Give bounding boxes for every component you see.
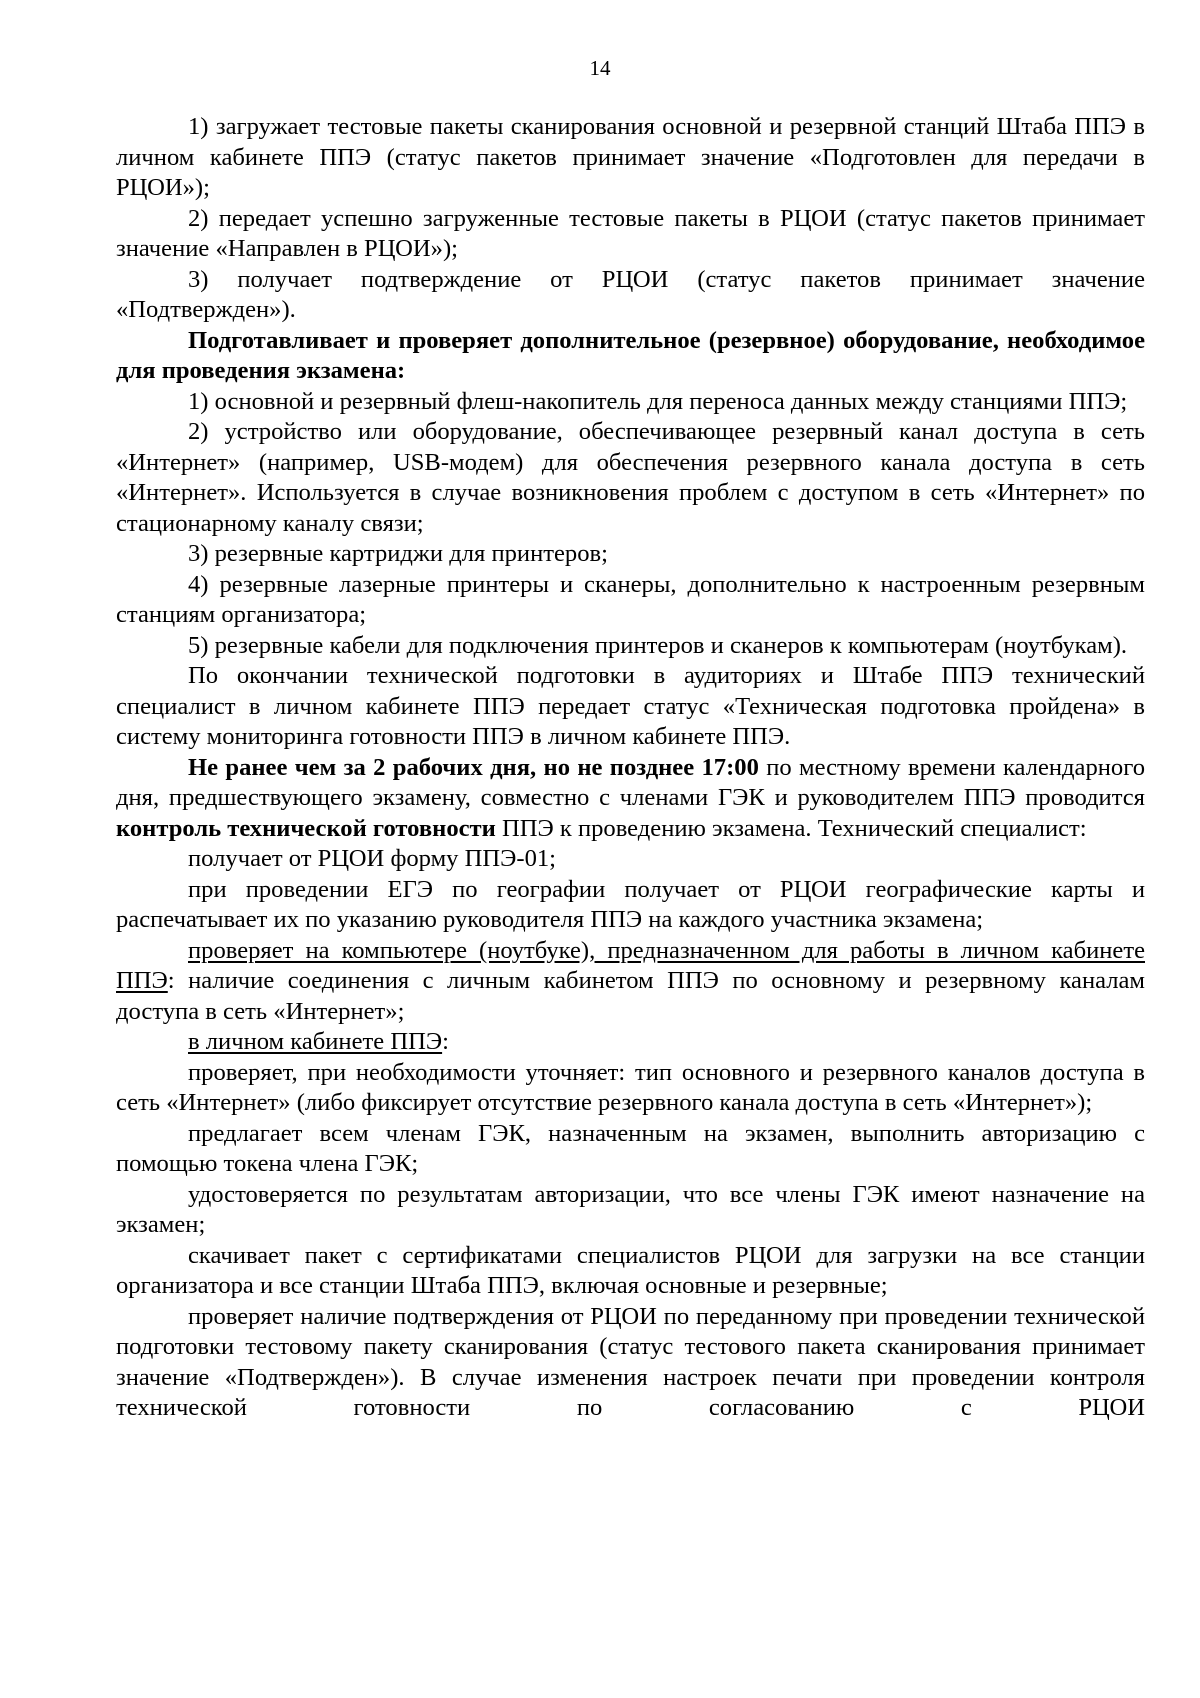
paragraph: [116, 1027, 1145, 1058]
text-run: 2) передает успешно загруженные тестовые пакеты в РЦОИ (статус пакетов принимает значение «Направлен в РЦОИ»);: [116, 204, 1145, 262]
text-run: проверяет наличие подтверждения от РЦОИ по переданному при проведении технической подготовки тестовому пакету сканирования (статус тестового пакета сканирования принимает значение «Подтвержден»). В случае изменения настроек печати при проведении контроля технической готовности по согласованию с РЦОИ: [116, 1302, 1145, 1421]
text-run: 5) резервные кабели для подключения принтеров и сканеров к компьютерам (ноутбукам).: [188, 631, 1128, 659]
text-run: скачивает пакет с сертификатами специалистов РЦОИ для загрузки на все станции организатора и все станции Штаба ППЭ, включая основные и резервные;: [116, 1241, 1145, 1299]
text-run: : наличие соединения с личным кабинетом ППЭ по основному и резервному каналам доступа в сеть «Интернет»;: [116, 967, 1145, 1025]
underlined-text: проверяет на компьютере (ноутбуке), предназначенном для работы в личном кабинете ППЭ: [116, 936, 1145, 994]
paragraph: [116, 1119, 1145, 1180]
paragraph: [116, 539, 1145, 570]
text-run: 3) резервные картриджи для принтеров;: [188, 540, 608, 567]
paragraph: [116, 875, 1145, 936]
paragraph: [116, 387, 1145, 418]
bold-text: Не ранее чем за 2 рабочих дня, но не позднее 17:00: [188, 753, 759, 781]
paragraph: [116, 1058, 1145, 1119]
text-run: 3) получает подтверждение от РЦОИ (статус пакетов принимает значение «Подтвержден»).: [116, 265, 1145, 323]
paragraph: [116, 844, 1145, 875]
text-run: по местному времени календарного дня, предшествующего экзамену, совместно с членами ГЭК и руководителем ППЭ проводится: [116, 753, 1145, 811]
text-run: предлагает всем членам ГЭК, назначенным на экзамен, выполнить авторизацию с помощью токена члена ГЭК;: [116, 1119, 1145, 1177]
paragraph: [116, 753, 1145, 845]
paragraph: [116, 204, 1145, 265]
paragraph: [116, 570, 1145, 631]
bold-text: контроль технической готовности: [116, 814, 496, 842]
paragraph: [116, 326, 1145, 387]
text-run: 1) загружает тестовые пакеты сканирования основной и резервной станций Штаба ППЭ в личном кабинете ППЭ (статус пакетов принимает значение «Подготовлен для передачи в РЦОИ»);: [116, 113, 1145, 201]
paragraph: [116, 1180, 1145, 1241]
paragraph: [116, 112, 1145, 204]
bold-text: Подготавливает и проверяет дополнительное (резервное) оборудование, необходимое для проведения экзамена:: [116, 326, 1145, 384]
text-run: По окончании технической подготовки в аудиториях и Штабе ППЭ технический специалист в личном кабинете ППЭ передает статус «Техническая подготовка пройдена» в систему мониторинга готовности ППЭ в личном кабинете ППЭ.: [116, 662, 1145, 750]
paragraph: [116, 417, 1145, 539]
paragraph: [116, 265, 1145, 326]
paragraph: [116, 936, 1145, 1028]
document-body: [116, 112, 1145, 1424]
paragraph: [116, 631, 1145, 662]
underlined-text: в личном кабинете ППЭ: [188, 1028, 443, 1055]
paragraph: [116, 1241, 1145, 1302]
text-run: 2) устройство или оборудование, обеспечивающее резервный канал доступа в сеть «Интернет» (например, USB-модем) для обеспечения резервного канала доступа в сеть «Интернет». Используется в случае возникновения проблем с доступом в сеть «Интернет» по стационарному каналу связи;: [116, 418, 1145, 537]
paragraph: [116, 661, 1145, 753]
text-run: ППЭ к проведению экзамена. Технический специалист:: [495, 814, 1087, 842]
text-run: удостоверяется по результатам авторизации, что все члены ГЭК имеют назначение на экзамен;: [116, 1180, 1145, 1238]
text-run: :: [442, 1028, 449, 1055]
text-run: 1) основной и резервный флеш-накопитель для переноса данных между станциями ППЭ;: [188, 387, 1128, 415]
text-run: проверяет, при необходимости уточняет: тип основного и резервного каналов доступа в сеть «Интернет» (либо фиксирует отсутствие резервного канала доступа в сеть «Интернет»);: [116, 1058, 1145, 1116]
text-run: получает от РЦОИ форму ППЭ-01;: [188, 845, 556, 872]
page-number: 14: [589, 56, 611, 80]
text-run: при проведении ЕГЭ по географии получает от РЦОИ географические карты и распечатывает их по указанию руководителя ППЭ на каждого участника экзамена;: [116, 875, 1145, 933]
paragraph: [116, 1302, 1145, 1424]
text-run: 4) резервные лазерные принтеры и сканеры, дополнительно к настроенным резервным станциям организатора;: [116, 570, 1145, 628]
